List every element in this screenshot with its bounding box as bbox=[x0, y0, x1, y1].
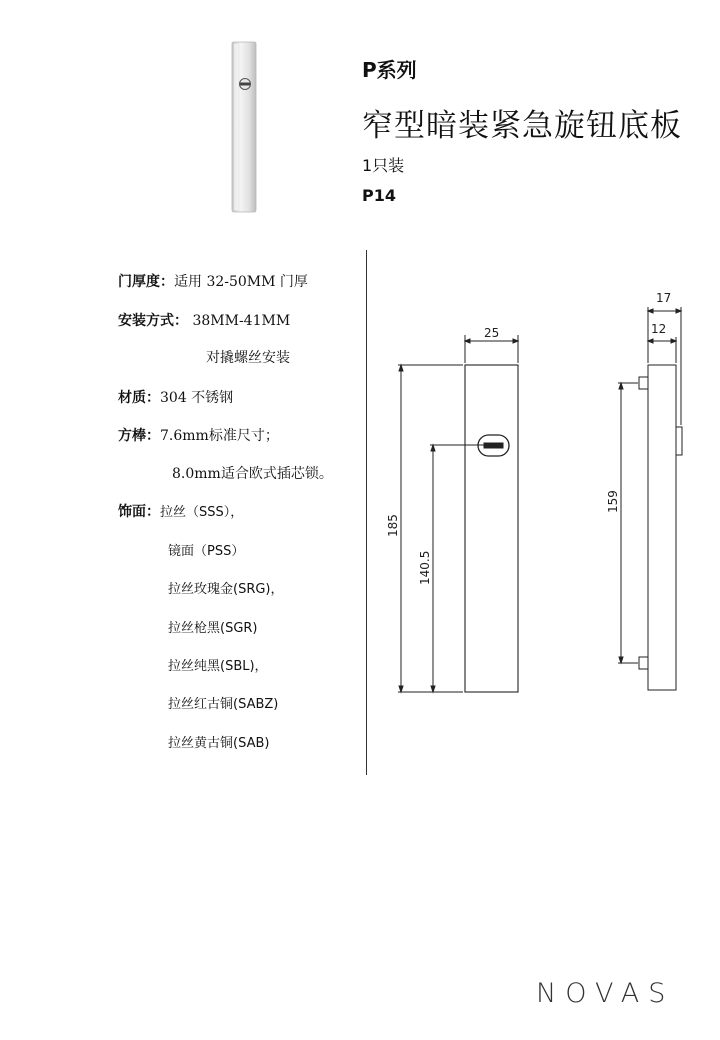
spec-label: 饰面： bbox=[118, 504, 160, 520]
spec-material bbox=[118, 387, 233, 407]
dim-depth-total-label: 17 bbox=[656, 291, 672, 305]
spec-label: 门厚度： bbox=[118, 274, 174, 290]
product-title: 窄型暗装紧急旋钮底板 bbox=[362, 108, 682, 144]
spec-install bbox=[118, 310, 290, 330]
spec-spindle-detail: 8.0mm适合欧式插芯锁。 bbox=[172, 466, 333, 482]
series-label: P系列 bbox=[362, 58, 417, 82]
spec-label: 材质： bbox=[118, 390, 160, 406]
finish-item: 拉丝黄古铜(SAB) bbox=[168, 736, 270, 751]
finish-item: 拉丝纯黑(SBL)， bbox=[168, 659, 268, 674]
finish-item: 拉丝（SSS）， bbox=[160, 505, 244, 520]
dim-spindle-label: 140.5 bbox=[418, 550, 432, 585]
spec-finish bbox=[118, 501, 243, 521]
finish-item: 拉丝玫瑰金(SRG)， bbox=[168, 582, 284, 597]
product-code: P14 bbox=[362, 186, 396, 205]
dim-height-label: 185 bbox=[386, 514, 400, 537]
pack-quantity: 1只装 bbox=[362, 156, 405, 175]
front-plate bbox=[465, 365, 518, 692]
spec-value: 7.6mm标准尺寸； bbox=[160, 428, 279, 444]
column-divider bbox=[366, 250, 367, 775]
finish-item: 拉丝枪黑(SGR) bbox=[168, 621, 258, 636]
spec-label: 安装方式： bbox=[118, 313, 188, 329]
spec-door-thickness bbox=[118, 271, 308, 291]
spec-spindle bbox=[118, 425, 279, 445]
brand-logo: NOVAS bbox=[536, 978, 675, 1009]
product-photo bbox=[224, 40, 264, 215]
knob-side bbox=[676, 427, 682, 455]
side-plate bbox=[648, 365, 676, 690]
dim-width-label: 25 bbox=[484, 326, 500, 340]
screw-bottom bbox=[639, 657, 648, 669]
dim-screw-label: 159 bbox=[606, 490, 620, 513]
finish-item: 镜面（PSS） bbox=[168, 544, 245, 559]
spec-install-detail: 对撬螺丝安装 bbox=[206, 350, 290, 366]
screw-top bbox=[639, 377, 648, 389]
dim-depth-plate-label: 12 bbox=[651, 322, 667, 336]
spec-label: 方棒： bbox=[118, 428, 160, 444]
finish-item: 拉丝红古铜(SABZ) bbox=[168, 697, 279, 712]
technical-drawing bbox=[368, 285, 708, 705]
spec-value: 38MM-41MM bbox=[192, 313, 291, 329]
spec-value: 304 不锈钢 bbox=[160, 390, 234, 406]
spec-value: 适用 32-50MM 门厚 bbox=[174, 274, 308, 290]
